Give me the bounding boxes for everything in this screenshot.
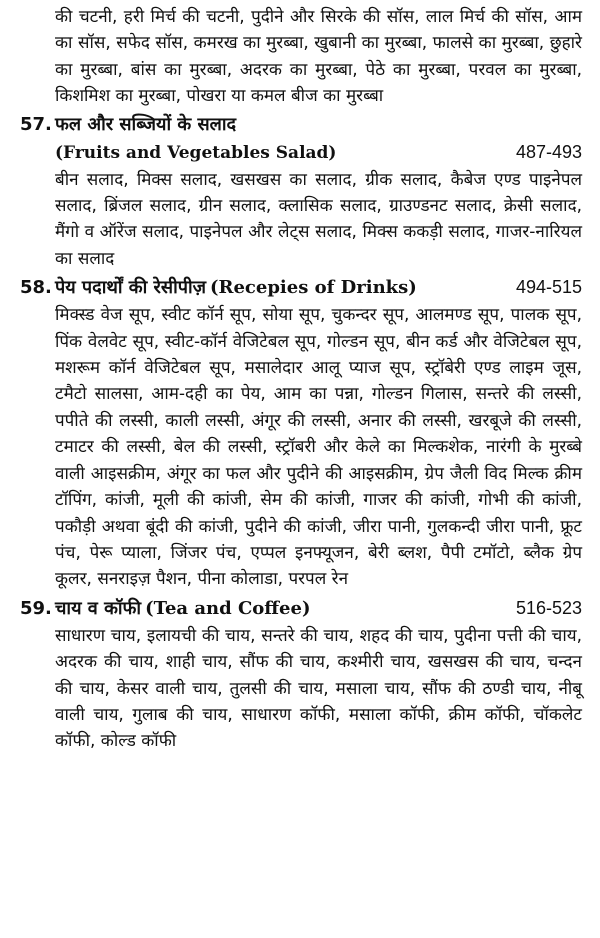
section-items: बीन सलाद, मिक्स सलाद, खसखस का सलाद, ग्रीक सलाद, कैबेज एण्ड पाइनेपल सलाद, ब्रिंजल सलाद, ग्रीन सलाद, क्लासिक सलाद, ग्राउण्डनट सलाद, क्रेसी सलाद, मैंगो व ऑरेंज सलाद, पाइनेपल और लेट्स सलाद, मिक्स ककड़ी सलाद, गाजर-नारियल का सलाद: [55, 169, 582, 269]
section-heading: [20, 273, 582, 302]
section-page-range: 516-523: [515, 597, 582, 618]
section-number: 59.: [20, 597, 52, 619]
section-heading: [20, 594, 582, 623]
section-subheading: [20, 139, 582, 167]
section-items: मिक्स्ड वेज सूप, स्वीट कॉर्न सूप, सोया सूप, चुकन्दर सूप, आलमण्ड सूप, पालक सूप, पिंक वेलवेट सूप, स्वीट-कॉर्न वेजिटेबल सूप, गोल्डन सूप, बीन कर्ड और वेजिटेबल सूप, मशरूम कॉर्न वेजिटेबल सूप, मसालेदार आलू प्याज सूप, स्ट्रॉबेरी एण्ड लाइम जूस, टमैटो सालसा, आम-दही का पेय, आम का पन्ना, गोल्डन गिलास, सन्तरे की लस्सी, पपीते की लस्सी, काली लस्सी, अंगूर की लस्सी, अनार की लस्सी, खरबूजे की लस्सी, टमाटर की लस्सी, बेल की लस्सी, स्ट्रॉबरी और केले का मिल्कशेक, नारंगी के मुरब्बे वाली आइसक्रीम, अंगूर का फल और पुदीने की आइसक्रीम, ग्रेप जैली विद मिल्क क्रीम टॉपिंग, कांजी, मूली की कांजी, सेम की कांजी, गाजर की कांजी, गोभी की कांजी, पकौड़ी अथवा बूंदी की कांजी, पुदीने की कांजी, जीरा पानी, गुलकन्दी जीरा पानी, फ्रूट पंच, पेरू प्याला, जिंजर पंच, एप्पल इनफ्यूजन, बेरी ब्लश, पैपी टमॉटो, ब्लैक ग्रेप कूलर, सनराइज़ पैशन, पीना कोलाडा, परपल रेन: [55, 305, 582, 590]
toc-section-58: [20, 273, 582, 592]
section-number: 58.: [20, 277, 52, 299]
section-title-hindi: चाय व कॉफी: [55, 597, 142, 619]
toc-section-59: [20, 594, 582, 755]
section-page-range: 487-493: [515, 141, 582, 162]
section-page-range: 494-515: [515, 277, 582, 298]
section-title-english: (Tea and Coffee): [145, 597, 311, 619]
section-title-hindi: फल और सब्जियों के सलाद: [55, 113, 237, 135]
continued-items-paragraph: की चटनी, हरी मिर्च की चटनी, पुदीने और सिरके की सॉस, लाल मिर्च की सॉस, आम का सॉस, सफेद सॉस, कमरख का मुरब्बा, खुबानी का मुरब्बा, फालसे का मुरब्बा, छुहारे का मुरब्बा, बांस का मुरब्बा, अदरक का मुरब्बा, पेठे का मुरब्बा, परवल का मुरब्बा, किशमिश का मुरब्बा, पोखरा या कमल बीज का मुरब्बा: [55, 7, 582, 107]
toc-section-57: [20, 111, 582, 273]
section-items: साधारण चाय, इलायची की चाय, सन्तरे की चाय, शहद की चाय, पुदीना पत्ती की चाय, अदरक की चाय, शाही चाय, सौंफ की चाय, कश्मीरी चाय, खसखस की चाय, चन्दन की चाय, केसर वाली चाय, तुलसी की चाय, मसाला चाय, सौंफ की ठण्डी चाय, नीबू वाली चाय, गुलाब की चाय, साधारण कॉफी, मसाला कॉफी, क्रीम कॉफी, चॉकलेट कॉफी, कोल्ड कॉफी: [55, 625, 582, 752]
section-heading: [20, 111, 582, 139]
section-title-hindi: पेय पदार्थों की रेसीपीज़: [55, 277, 206, 299]
section-title-english: (Recepies of Drinks): [210, 277, 417, 299]
section-number: 57.: [20, 113, 52, 135]
section-title-english: (Fruits and Vegetables Salad): [55, 142, 337, 163]
